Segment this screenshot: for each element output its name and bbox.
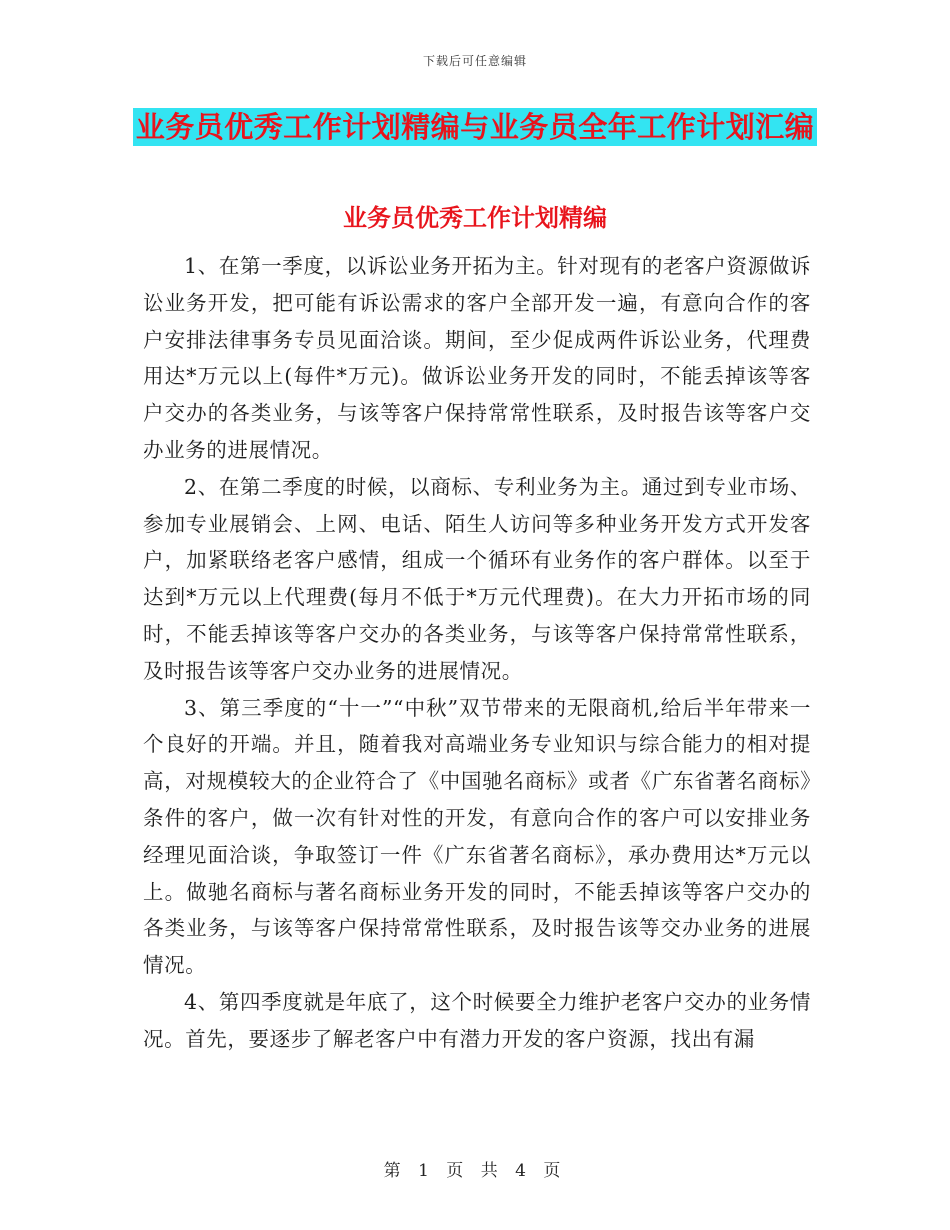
body-text (143, 248, 811, 1058)
main-title-container (0, 108, 950, 146)
paragraph-q1: 1、在第一季度，以诉讼业务开拓为主。针对现有的老客户资源做诉讼业务开发，把可能有诉讼需求的客户全部开发一遍，有意向合作的客户安排法律事务专员见面洽谈。期间，至少促成两件诉讼业务，代理费用达*万元以上(每件*万元)。做诉讼业务开发的同时，不能丢掉该等客户交办的各类业务，与该等客户保持常常性联系，及时报告该等客户交办业务的进展情况。 (143, 254, 811, 462)
page-number: 第 1 页 共 4 页 (383, 1161, 567, 1181)
paragraph-q3: 3、第三季度的“十一”“中秋”双节带来的无限商机,给后半年带来一个良好的开端。并且，随着我对高端业务专业知识与综合能力的相对提高，对规模较大的企业符合了《中国驰名商标》或者《广东省著名商标》条件的客户，做一次有针对性的开发，有意向合作的客户可以安排业务经理见面洽谈，争取签订一件《广东省著名商标》，承办费用达*万元以上。做驰名商标与著名商标业务开发的同时，不能丢掉该等客户交办的各类业务，与该等客户保持常常性联系，及时报告该等交办业务的进展情况。 (143, 695, 811, 978)
paragraph-q4: 4、第四季度就是年底了，这个时候要全力维护老客户交办的业务情况。首先，要逐步了解老客户中有潜力开发的客户资源，找出有漏 (143, 989, 811, 1051)
section-title: 业务员优秀工作计划精编 (343, 203, 607, 232)
header-note: 下载后可任意编辑 (422, 54, 527, 68)
paragraph-q2: 2、在第二季度的时候，以商标、专利业务为主。通过到专业市场、参加专业展销会、上网、电话、陌生人访问等多种业务开发方式开发客户，加紧联络老客户感情，组成一个循环有业务作的客户群体。以至于达到*万元以上代理费(每月不低于*万元代理费)。在大力开拓市场的同时，不能丢掉该等客户交办的各类业务，与该等客户保持常常性联系，及时报告该等客户交办业务的进展情况。 (143, 474, 811, 683)
main-title: 业务员优秀工作计划精编与业务员全年工作计划汇编 (133, 108, 818, 146)
